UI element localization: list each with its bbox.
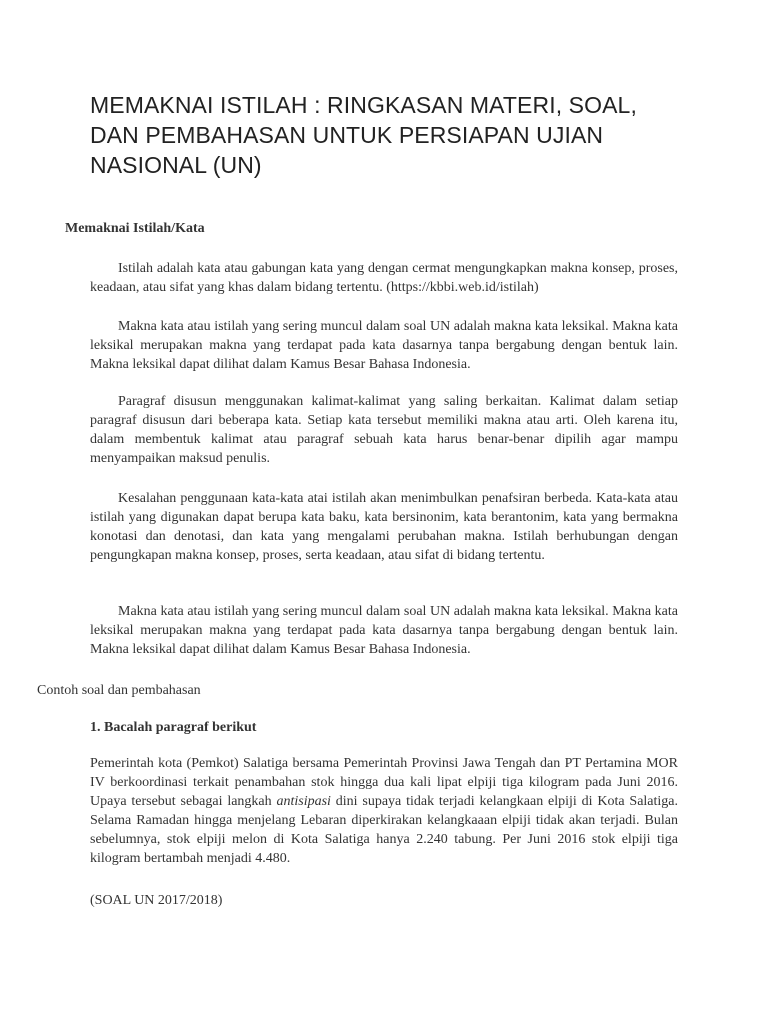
paragraph-lexical-meaning: Makna kata atau istilah yang sering muncul dalam soal UN adalah makna kata leksikal. Makna kata leksikal merupakan makna yang terdapat pada kata dasarnya tanpa bergabung dengan bentuk lain. Makna leksikal dapat dilihat dalam Kamus Besar Bahasa Indonesia. — [90, 319, 678, 372]
question-italic-word: antisipasi — [276, 794, 331, 809]
question-text-part-2: dini supaya tidak terjadi kelangkaan elpiji di Kota Salatiga. Selama Ramadan hingga menjelang Lebaran diperkirakan kelangkaaan elpiji tidak akan terjadi. Bulan sebelumnya, stok elpiji melon di Kota Salatiga hanya 2.240 tabung. Per Juni 2016 stok elpiji tiga kilogram bertambah menjadi 4.480. — [90, 794, 679, 866]
source-note: (SOAL UN 2017/2018) — [90, 893, 223, 908]
question-heading: 1. Bacalah paragraf berikut — [90, 720, 257, 735]
question-text-part-1: Pemerintah kota (Pemkot) Salatiga bersama Pemerintah Provinsi Jawa Tengah dan PT Pertamina MOR IV berkoordinasi terkait penambahan stok hingga dua kali lipat elpiji tiga kilogram pada Juni 2016. Upaya tersebut sebagai langkah — [90, 756, 678, 809]
paragraph-definition: Istilah adalah kata atau gabungan kata yang dengan cermat mengungkapkan makna konsep, proses, keadaan, atau sifat yang khas dalam bidang tertentu. (https://kbbi.web.id/istilah) — [90, 261, 678, 295]
section-heading: Memaknai Istilah/Kata — [65, 221, 205, 236]
document-title: MEMAKNAI ISTILAH : RINGKASAN MATERI, SOAL, DAN PEMBAHASAN UNTUK PERSIAPAN UJIAN NASIONAL (UN) — [90, 92, 637, 178]
question-passage — [90, 754, 678, 868]
paragraph-lexical-meaning-repeat: Makna kata atau istilah yang sering muncul dalam soal UN adalah makna kata leksikal. Makna kata leksikal merupakan makna yang terdapat pada kata dasarnya tanpa bergabung dengan bentuk lain. Makna leksikal dapat dilihat dalam Kamus Besar Bahasa Indonesia. — [90, 604, 678, 657]
paragraph-word-errors: Kesalahan penggunaan kata-kata atai istilah akan menimbulkan penafsiran berbeda. Kata-kata atau istilah yang digunakan dapat berupa kata baku, kata bersinonim, kata berantonim, kata yang bermakna konotasi dan denotasi, dan kata yang mengalami perubahan makna. Istilah berhubungan dengan pengungkapan makna konsep, proses, serta keadaan, atau sifat di bidang tertentu. — [90, 491, 678, 563]
paragraph-sentence-composition: Paragraf disusun menggunakan kalimat-kalimat yang saling berkaitan. Kalimat dalam setiap paragraf disusun dari beberapa kata. Setiap kata tersebut memiliki makna atau arti. Oleh karena itu, dalam membentuk kalimat atau paragraf sebuah kata harus benar-benar dipilih agar mampu menyampaikan maksud penulis. — [90, 394, 678, 466]
example-label: Contoh soal dan pembahasan — [37, 683, 201, 698]
